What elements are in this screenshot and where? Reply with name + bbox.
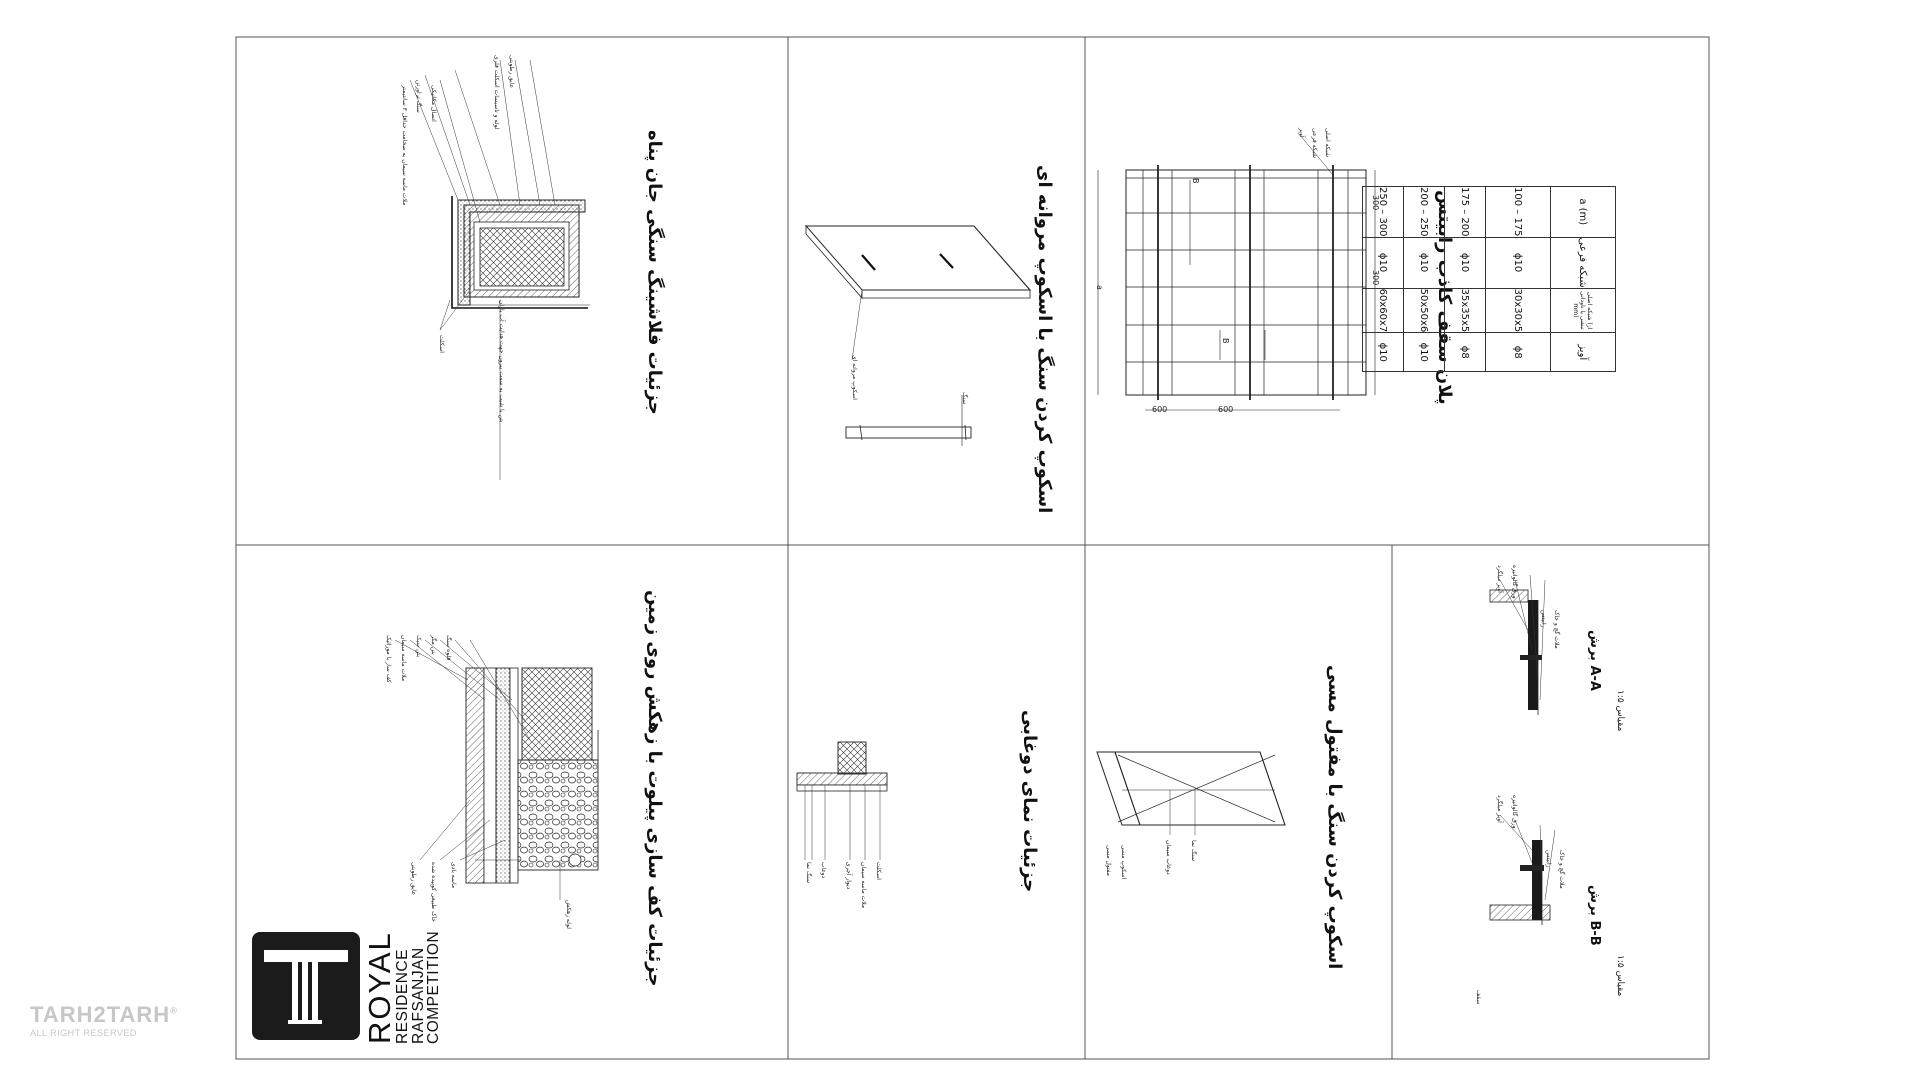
note-p7a-2: رابیتس [1540, 610, 1547, 628]
copper-wire-stone-detail [1097, 752, 1285, 835]
scale-note-b: مقیاس ۱:۵ [1615, 955, 1625, 997]
table-cell: ϕ10 [1363, 237, 1404, 288]
title-parapet-flashing: جزئیات فلاشینگ سنگی جان پناه [644, 130, 665, 415]
table-cell: ϕ10 [1445, 237, 1486, 288]
title-grout-facade: جزئیات نمای دوغابی [1019, 710, 1040, 893]
title-dowel-anchor: اسکوپ کردن سنگ با اسکوپ مروانه ای [1034, 165, 1055, 514]
title-section-b: برش B-B [1587, 885, 1602, 946]
note-p7b-1: ورق گالوانیزه [1511, 795, 1518, 829]
brand-logo [252, 932, 360, 1040]
watermark [30, 1002, 178, 1038]
ceiling-spec-table [1362, 186, 1616, 372]
section-mark-c: B [1221, 338, 1230, 344]
table-header: شبکه فرعی [1551, 237, 1616, 288]
stone-dowel-detail [806, 226, 1030, 446]
brand-line-4: COMPETITION [425, 930, 442, 1044]
note-p6-2: دوغاب سیمان [1165, 840, 1172, 875]
note-p1-0: ملات ماسه سیمان به ضخامت حداقل ۳ سانتیمتر [401, 85, 408, 206]
title-false-ceiling: پلان سقف کاذب رابیتس [1434, 190, 1455, 405]
note-p7a-1: ورق گالوانیزه [1511, 565, 1518, 599]
note-p4-6: خاک طبیعی کوبیده شده [430, 862, 437, 922]
table-cell: ϕ10 [1363, 333, 1404, 372]
title-section-a-pos: برش A-A [1587, 630, 1602, 691]
note-p5-3: ملات ماسه سیمان [860, 862, 867, 909]
note-p5-4: اسکلت [875, 862, 882, 880]
table-row [1445, 187, 1486, 372]
note-p4-3: بتن مگر [430, 635, 437, 655]
table-cell: ϕ10 [1486, 237, 1551, 288]
watermark-name [30, 1002, 178, 1028]
false-ceiling-plan [1098, 135, 1375, 410]
note-p4-7: ماسه بادی [450, 862, 457, 889]
dim-600-b: 600 [1218, 405, 1234, 414]
note-p2-1: سنگ [961, 392, 968, 405]
table-cell: 200 – 250 [1404, 187, 1445, 238]
note-p7b-0: آویز میلگرد [1496, 795, 1503, 823]
note-p3-0: آویز [1298, 128, 1305, 138]
columns-logo-icon [252, 932, 360, 1040]
note-p6-1: اسکوپ مسی [1120, 845, 1127, 880]
note-p4-2: بتن سبک [415, 635, 422, 658]
note-p5-1: دوغاب [820, 862, 827, 879]
note-p6-0: مفتول مسی [1105, 845, 1112, 876]
brand-line-3: RAFSANJAN [409, 947, 427, 1044]
note-p4-8: لوله زهکش [565, 900, 572, 929]
table-cell: 30x30x5 [1486, 288, 1551, 333]
table-header-row [1551, 187, 1616, 372]
note-p7b-3: ملات گچ و خاک [1558, 850, 1565, 889]
table-cell: ϕ8 [1445, 333, 1486, 372]
registered-mark: ® [170, 1005, 178, 1016]
brand-line-2: RESIDENCE [394, 949, 411, 1044]
table-cell: 100 – 175 [1486, 187, 1551, 238]
note-p5-0: سنگ نما [805, 862, 812, 884]
note-p1-4: عایق رطوبتی [508, 55, 515, 89]
note-p1-5: اسکلت [438, 335, 445, 353]
watermark-name-text: TARH2TARH [30, 1002, 171, 1027]
note-p7a-3: ملات گچ و خاک [1553, 610, 1560, 649]
note-p5-2: دیوار آجری [845, 862, 852, 890]
title-copper-wire: اسکوپ کردن سنگ با مفتول مسی [1324, 665, 1345, 970]
table-row [1486, 187, 1551, 372]
table-cell: 60x60x7 [1363, 288, 1404, 333]
note-p1-6: بتن با شیب به سمت بیرون جهت هدایت آب باران [498, 300, 505, 423]
dim-300-b: 300 [1371, 270, 1380, 286]
table-header: شبکه اصلی (از نبشی یا ناودانی mm) [1551, 288, 1616, 333]
section-mark-b: B [1191, 178, 1200, 184]
scale-note-a: مقیاس ۱:۵ [1615, 690, 1625, 732]
table-cell: 250 – 300 [1363, 187, 1404, 238]
title-pilotis-floor: جزئیات کف سازی پیلوت با زهکش روی زمین [644, 590, 665, 987]
table-header: آویز [1551, 333, 1616, 372]
note-p7a-0: آویز میلگرد [1496, 565, 1503, 593]
note-p7b-2: رابیتس [1545, 850, 1552, 868]
brand-line-1: ROYAL [362, 931, 397, 1044]
table-cell: 50x50x6 [1404, 288, 1445, 333]
note-p4-4: قلوه سنگ [445, 635, 452, 661]
table-cell: ϕ8 [1486, 333, 1551, 372]
table-cell: 35x35x5 [1445, 288, 1486, 333]
dim-a: a [1095, 285, 1104, 290]
note-p7b-4: سقف [1475, 990, 1482, 1005]
note-p1-2: اتصال مکانیکی [430, 85, 437, 122]
note-p4-5: عایق رطوبتی [410, 862, 417, 896]
note-p4-0: کف ساز با موزائیک [385, 635, 392, 683]
table-row [1404, 187, 1445, 372]
note-p1-3: لوله و تاسیسات اسکلت فلزی [493, 55, 500, 130]
pilotis-floor-detail [395, 640, 598, 900]
table-cell: ϕ10 [1404, 237, 1445, 288]
dim-300-a: 300 [1371, 195, 1380, 211]
brand-text [364, 931, 442, 1044]
watermark-rights: ALL RIGHT RESERVED [30, 1028, 137, 1038]
note-p1-1: سنگ تراورتن [415, 80, 422, 113]
note-p2-0: اسکوپ مروانه ای [851, 355, 858, 400]
grout-facade-detail [797, 742, 887, 860]
table-cell: 175 – 200 [1445, 187, 1486, 238]
note-p3-2: شبکه اصلی [1324, 128, 1331, 158]
table-header: a (m) [1551, 187, 1616, 238]
note-p4-1: ملات ماسه سیمان [400, 635, 407, 682]
dim-600-a: 600 [1152, 405, 1168, 414]
table-cell: ϕ10 [1404, 333, 1445, 372]
note-p3-1: شبکه فرعی [1311, 128, 1318, 159]
table-row [1363, 187, 1404, 372]
note-p6-3: سنگ نما [1190, 840, 1197, 862]
spec-table-grid [1362, 186, 1616, 372]
